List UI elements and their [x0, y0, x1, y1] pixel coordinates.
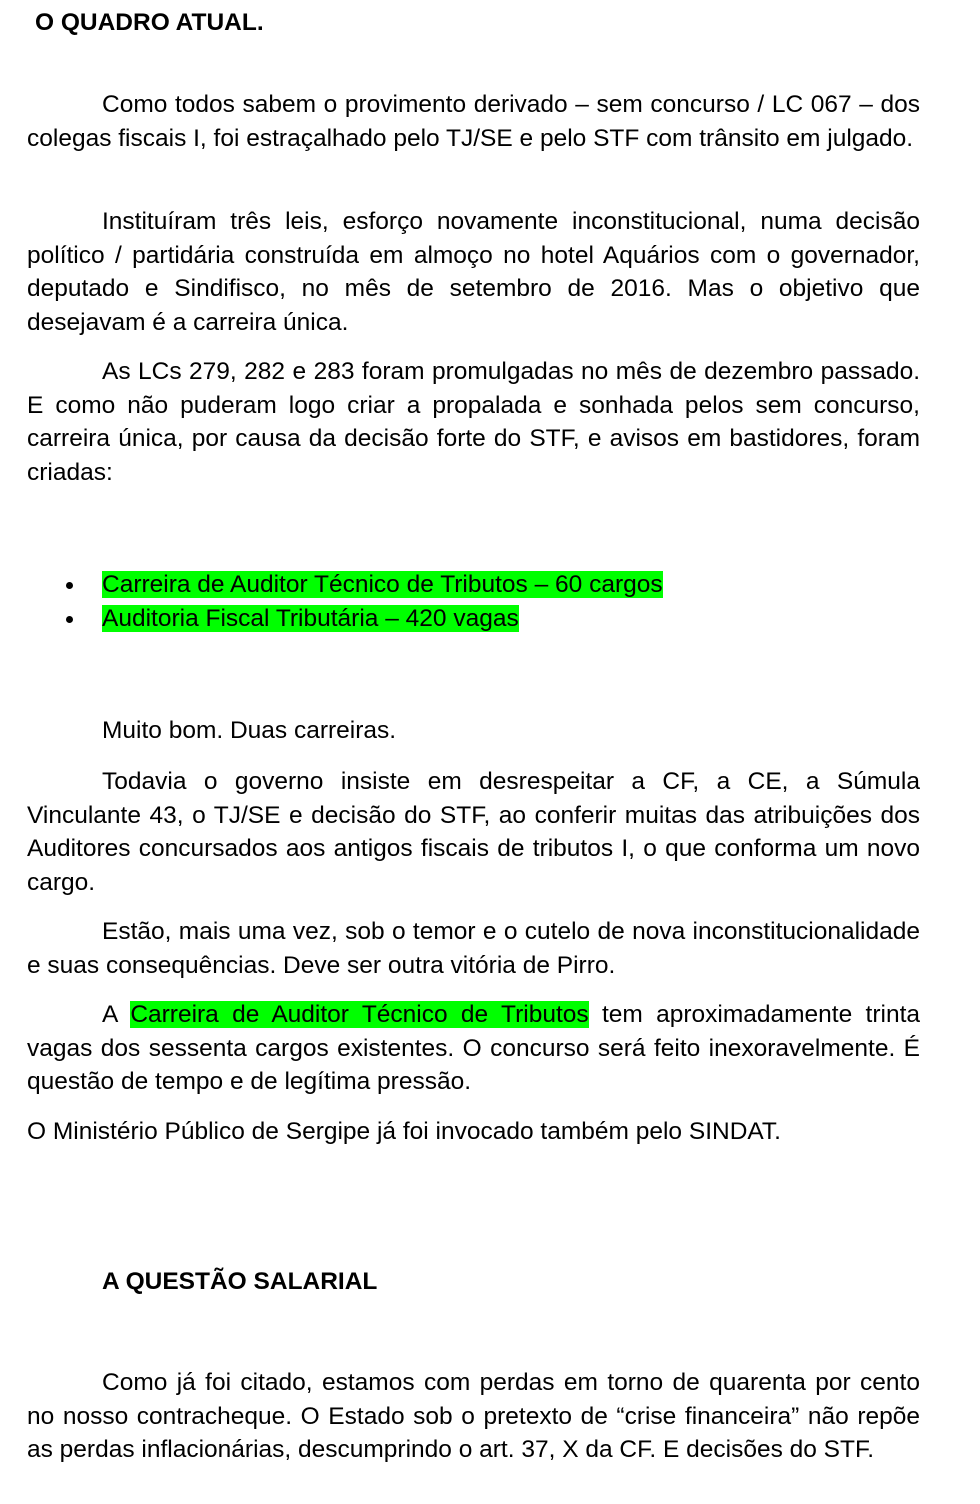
section-title-questao-salarial [102, 1265, 920, 1299]
paragraph-ministerio-publico [27, 1115, 920, 1149]
paragraph-prefix: A [102, 1001, 131, 1028]
paragraph-text: Todavia o governo insiste em desrespeitar a CF, a CE, a Súmula Vinculante 43, o TJ/SE e decisão do STF, ao conferir muitas das atribuições dos Auditores concursados aos antigos fiscais de tributos I, o que conforma um novo cargo. [27, 768, 920, 896]
highlighted-text: Carreira de Auditor Técnico de Tributos [130, 1001, 589, 1028]
paragraph-carreira-auditor [27, 998, 920, 1099]
paragraph-text: Instituíram três leis, esforço novamente inconstitucional, numa decisão político / partidária construída em almoço no hotel Aquários com o governador, deputado e Sindifisco, no mês de setembro de 2016. Mas o objetivo que desejavam é a carreira única. [27, 208, 920, 336]
paragraph-text: Muito bom. Duas carreiras. [102, 717, 397, 744]
paragraph-duas-carreiras [27, 714, 920, 748]
paragraph-text: Como todos sabem o provimento derivado – sem concurso / LC 067 – dos colegas fiscais I, foi estraçalhado pelo TJ/SE e pelo STF com trânsito em julgado. [27, 91, 920, 152]
highlighted-text: Carreira de Auditor Técnico de Tributos – 60 cargos [102, 571, 663, 598]
paragraph-leis [27, 205, 920, 339]
list-item [27, 602, 920, 636]
paragraph-text: Estão, mais uma vez, sob o temor e o cutelo de nova inconstitucionalidade e suas consequências. Deve ser outra vitória de Pirro. [27, 918, 920, 979]
section-title-text: A QUESTÃO SALARIAL [102, 1268, 378, 1295]
paragraph-text: As LCs 279, 282 e 283 foram promulgadas no mês de dezembro passado. E como não puderam logo criar a propalada e sonhada pelos sem concurso, carreira única, por causa da decisão forte do STF, e avisos em bastidores, foram criadas: [27, 358, 920, 486]
paragraph-provimento [27, 88, 920, 155]
paragraph-perdas [27, 1366, 920, 1467]
paragraph-suffix: tem aproximadamente trinta vagas dos sessenta cargos existentes. O concurso será feito inexoravelmente. É questão de tempo e de legítima pressão. [27, 1001, 921, 1095]
paragraph-lcs [27, 355, 920, 489]
paragraph-temor [27, 915, 920, 982]
list-item [27, 568, 920, 602]
paragraph-text: O Ministério Público de Sergipe já foi invocado também pelo SINDAT. [27, 1118, 781, 1145]
careers-list [27, 568, 920, 635]
paragraph-governo [27, 765, 920, 899]
highlighted-text: Auditoria Fiscal Tributária – 420 vagas [102, 604, 519, 632]
paragraph-text: Como já foi citado, estamos com perdas em torno de quarenta por cento no nosso contracheque. O Estado sob o pretexto de “crise financeira” não repõe as perdas inflacionárias, descumprindo o art. 37, X da CF. E decisões do STF. [27, 1369, 920, 1463]
section-title-quadro-atual: O QUADRO ATUAL. [35, 9, 264, 36]
